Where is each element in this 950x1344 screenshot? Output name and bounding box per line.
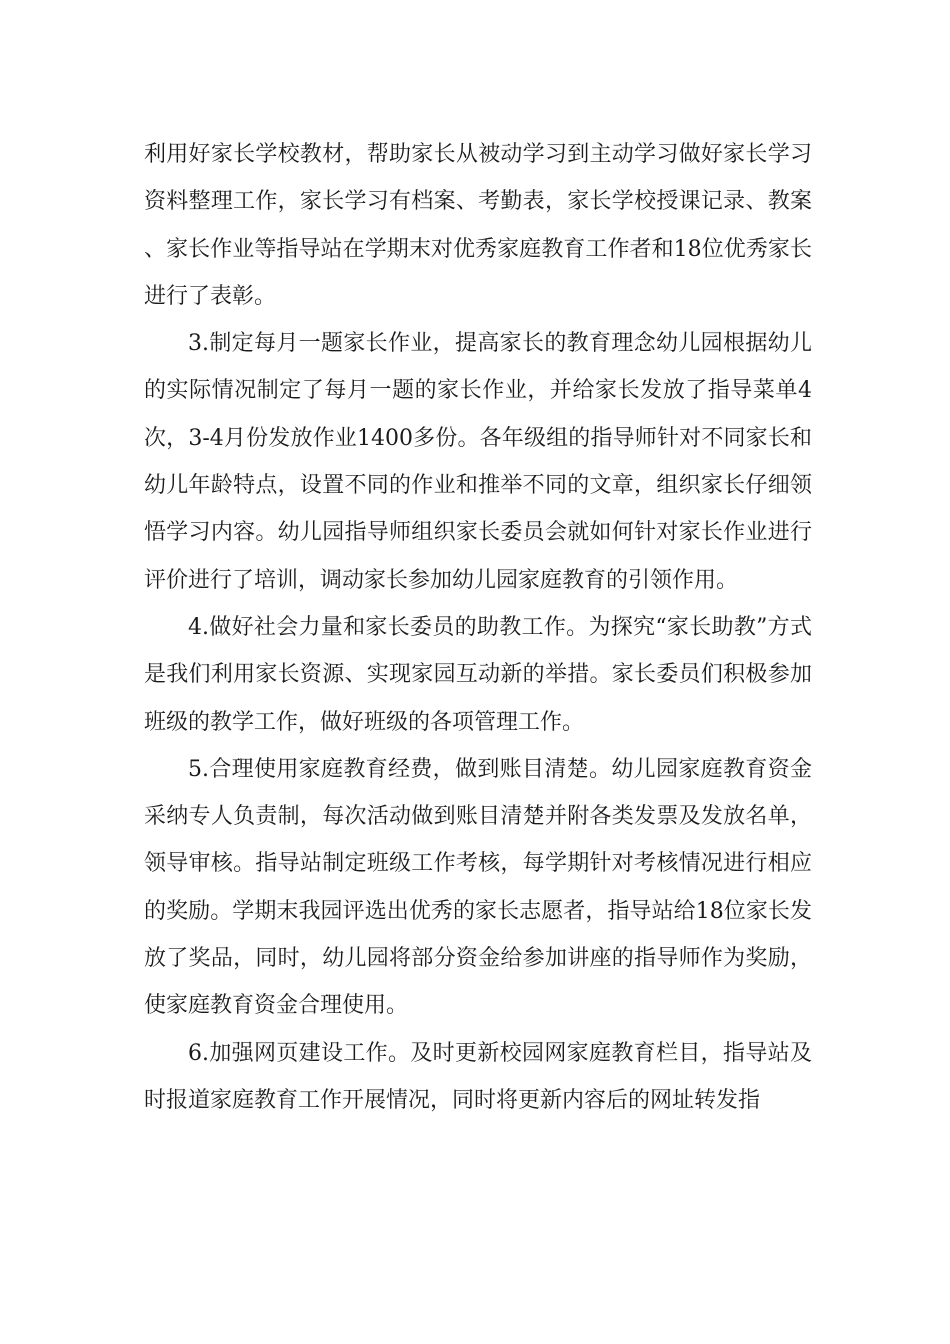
- paragraph-3: 4.做好社会力量和家长委员的助教工作。为探究“家长助教”方式是我们利用家长资源、实现家园互动新的举措。家长委员们积极参加班级的教学工作，做好班级的各项管理工作。: [144, 614, 812, 735]
- paragraph-5: 6.加强网页建设工作。及时更新校园网家庭教育栏目，指导站及时报道家庭教育工作开展情况，同时将更新内容后的网址转发指: [144, 1040, 812, 1113]
- document-body: [144, 131, 812, 1124]
- paragraph-2: 3.制定每月一题家长作业，提高家长的教育理念幼儿园根据幼儿的实际情况制定了每月一题的家长作业，并给家长发放了指导菜单4次，3-4月份发放作业1400多份。各年级组的指导师针对不同家长和幼儿年龄特点，设置不同的作业和推举不同的文章，组织家长仔细领悟学习内容。幼儿园指导师组织家长委员会就如何针对家长作业进行评价进行了培训，调动家长参加幼儿园家庭教育的引领作用。: [144, 331, 812, 593]
- paragraph-1: 利用好家长学校教材，帮助家长从被动学习到主动学习做好家长学习资料整理工作，家长学习有档案、考勤表，家长学校授课记录、教案、家长作业等指导站在学期末对优秀家庭教育工作者和18位优秀家长进行了表彰。: [144, 142, 812, 309]
- paragraph-4: 5.合理使用家庭教育经费，做到账目清楚。幼儿园家庭教育资金采纳专人负责制，每次活动做到账目清楚并附各类发票及发放名单，领导审核。指导站制定班级工作考核，每学期针对考核情况进行相应的奖励。学期末我园评选出优秀的家长志愿者，指导站给18位家长发放了奖品，同时，幼儿园将部分资金给参加讲座的指导师作为奖励，使家庭教育资金合理使用。: [144, 756, 812, 1019]
